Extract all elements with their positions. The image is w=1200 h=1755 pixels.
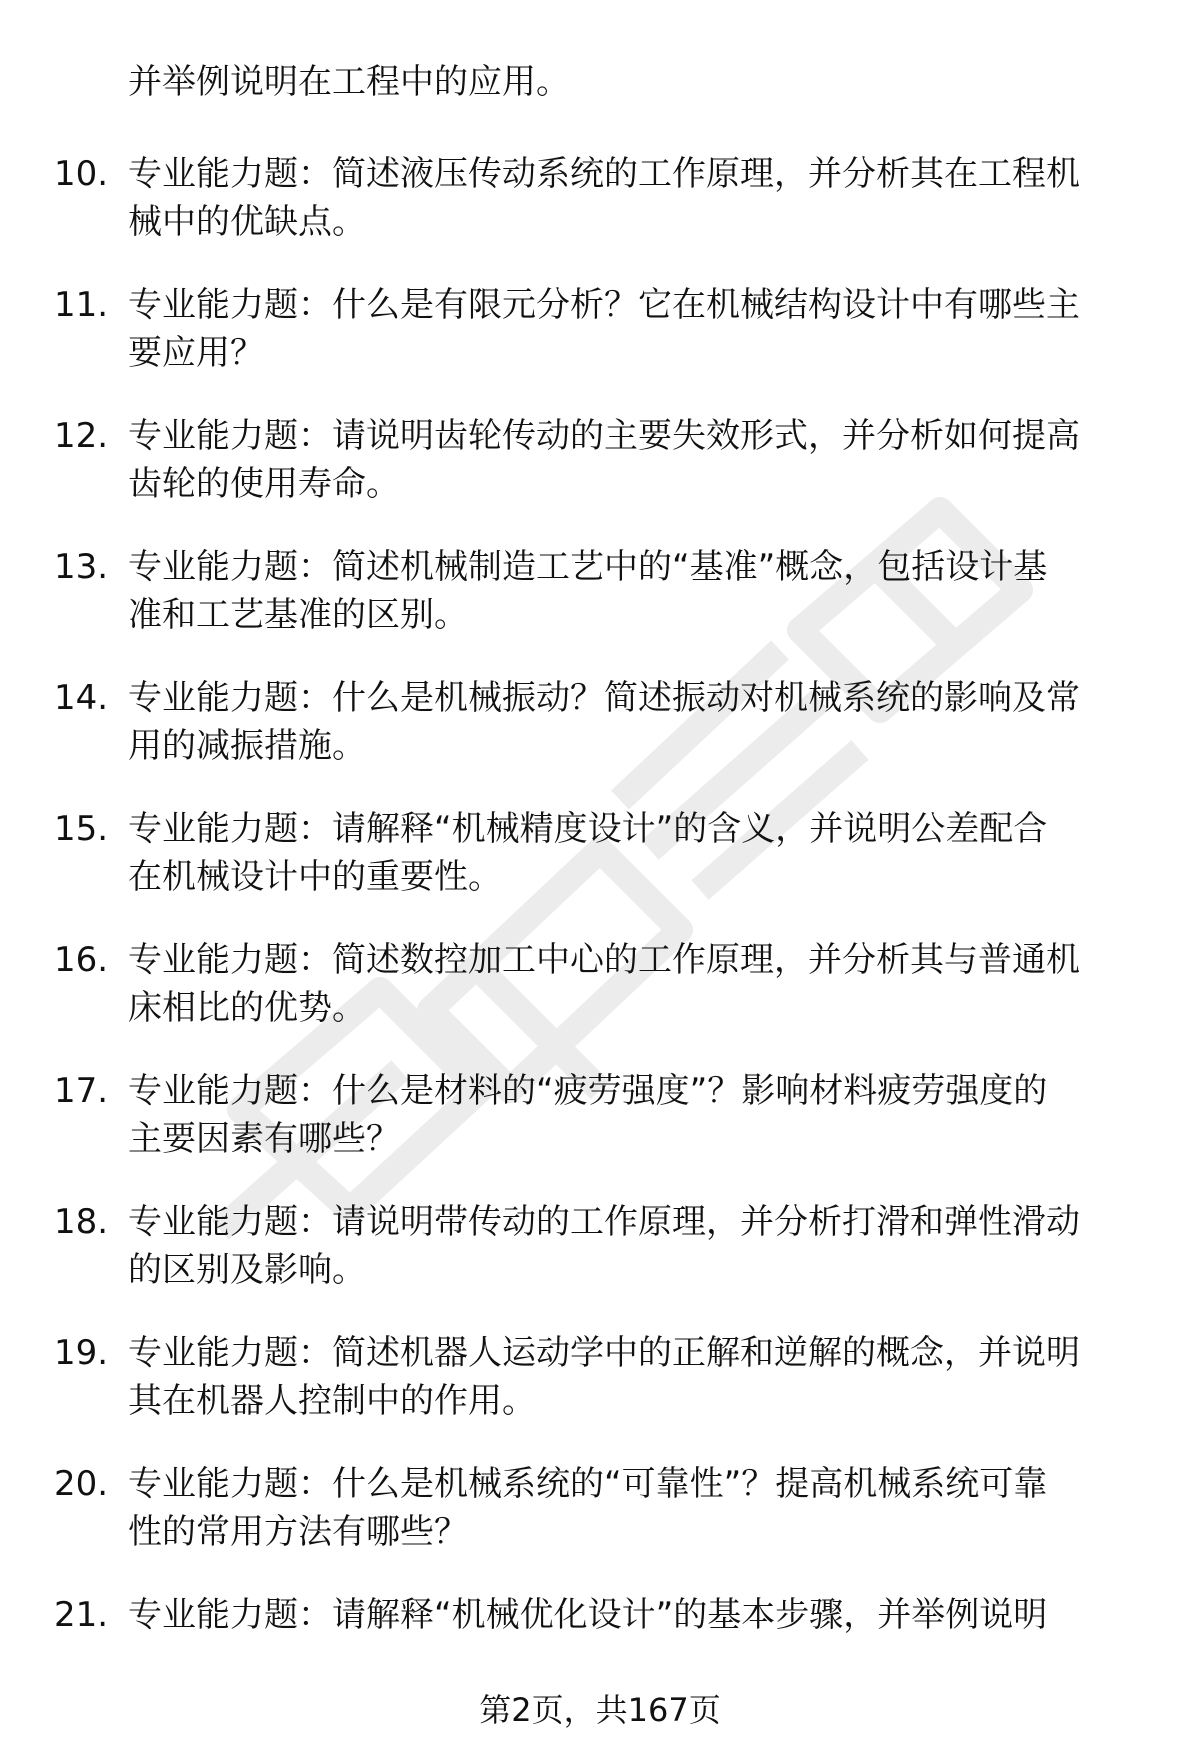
question-item <box>0 1198 1200 1329</box>
question-text: 专业能力题：请说明齿轮传动的主要失效形式，并分析如何提高 齿轮的使用寿命。 <box>128 416 1080 504</box>
question-text: 专业能力题：请说明带传动的工作原理，并分析打滑和弹性滑动 的区别及影响。 <box>128 1202 1080 1290</box>
question-item <box>0 281 1200 412</box>
question-text: 专业能力题：请解释“机械优化设计”的基本步骤，并举例说明 <box>128 1595 1048 1635</box>
question-text: 专业能力题：简述数控加工中心的工作原理，并分析其与普通机 床相比的优势。 <box>128 940 1080 1028</box>
question-text: 专业能力题：什么是有限元分析？它在机械结构设计中有哪些主 要应用？ <box>128 285 1080 373</box>
question-text: 专业能力题：什么是材料的“疲劳强度”？影响材料疲劳强度的 主要因素有哪些？ <box>128 1071 1048 1159</box>
question-number: 21. <box>54 1595 109 1635</box>
question-text: 专业能力题：什么是机械振动？简述振动对机械系统的影响及常 用的减振措施。 <box>128 678 1080 766</box>
question-item <box>0 936 1200 1067</box>
question-text: 专业能力题：简述液压传动系统的工作原理，并分析其在工程机 械中的优缺点。 <box>128 154 1080 242</box>
question-number: 16. <box>54 940 109 980</box>
question-item <box>0 805 1200 936</box>
question-number: 18. <box>54 1202 109 1242</box>
question-item <box>0 1329 1200 1460</box>
question-item <box>0 674 1200 805</box>
question-text: 专业能力题：简述机器人运动学中的正解和逆解的概念，并说明 其在机器人控制中的作用。 <box>128 1333 1080 1421</box>
question-number: 10. <box>54 154 109 194</box>
question-text: 专业能力题：简述机械制造工艺中的“基准”概念，包括设计基 准和工艺基准的区别。 <box>128 547 1048 635</box>
question-number: 11. <box>54 285 109 325</box>
question-text: 专业能力题：什么是机械系统的“可靠性”？提高机械系统可靠 性的常用方法有哪些？ <box>128 1464 1048 1552</box>
question-number: 15. <box>54 809 109 849</box>
question-item <box>0 150 1200 281</box>
question-text: 专业能力题：请解释“机械精度设计”的含义，并说明公差配合 在机械设计中的重要性。 <box>128 809 1048 897</box>
question-list <box>0 150 1200 1722</box>
page-number-footer: 第2页，共167页 <box>479 1691 721 1729</box>
question-number: 20. <box>54 1464 109 1504</box>
question-number: 12. <box>54 416 109 456</box>
question-number: 19. <box>54 1333 109 1373</box>
question-number: 14. <box>54 678 109 718</box>
question-item <box>0 1067 1200 1198</box>
question-number: 17. <box>54 1071 109 1111</box>
continuation-text: 并举例说明在工程中的应用。 <box>128 62 570 102</box>
question-number: 13. <box>54 547 109 587</box>
question-item <box>0 1460 1200 1591</box>
question-item <box>0 543 1200 674</box>
question-item <box>0 412 1200 543</box>
